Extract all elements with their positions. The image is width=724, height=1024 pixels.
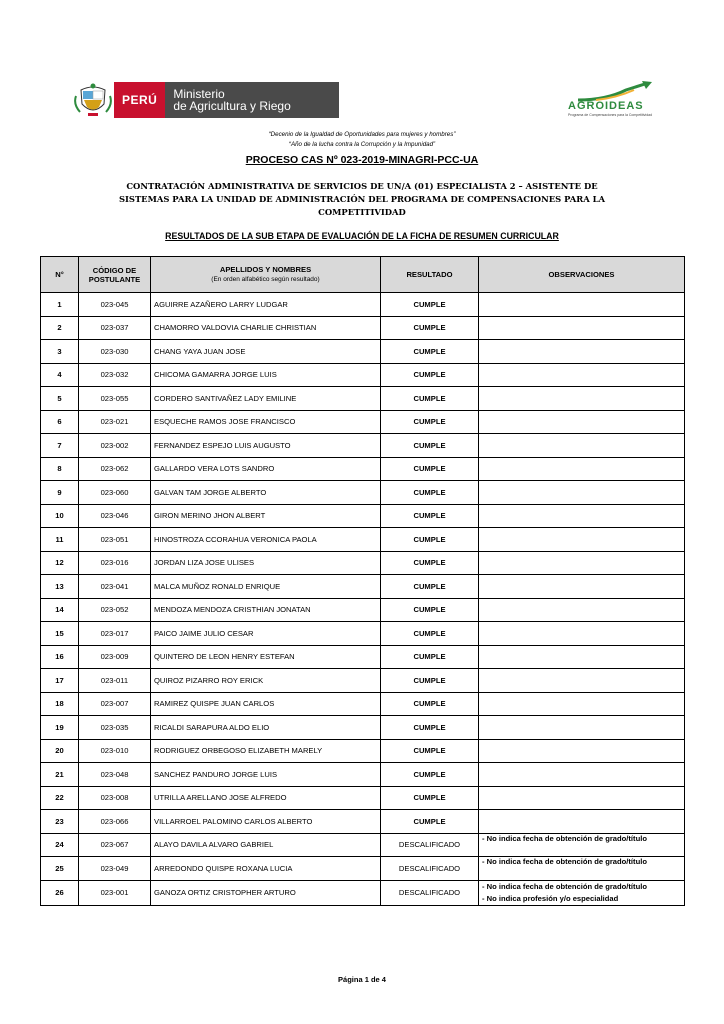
table-row [41,340,685,364]
applicant-name: MENDOZA MENDOZA CRISTHIAN JONATAN [151,598,381,622]
applicant-code: 023-002 [79,434,151,458]
year-quote: “Año de la lucha contra la Corrupción y la Impunidad” [288,141,436,148]
row-number: 26 [41,880,79,905]
applicant-code: 023-030 [79,340,151,364]
applicant-code: 023-035 [79,716,151,740]
agroideas-logo [566,80,658,120]
observation-line: - No indica fecha de obtención de grado/título [482,857,647,866]
table-row [41,551,685,575]
table-header-row [41,257,685,293]
header-name-line2: (En orden alfabético según resultado) [211,276,320,283]
header-code-line1: CÓDIGO DE [92,265,137,275]
row-number: 5 [41,387,79,411]
observations-cell [479,551,685,575]
applicant-name: ARREDONDO QUISPE ROXANA LUCIA [151,857,381,881]
table-row [41,598,685,622]
result-cell: CUMPLE [381,340,479,364]
result-cell: CUMPLE [381,645,479,669]
result-cell: CUMPLE [381,551,479,575]
observation-line: - No indica profesión y/o especialidad [482,893,619,903]
applicant-code: 023-010 [79,739,151,763]
row-number: 20 [41,739,79,763]
table-row [41,481,685,505]
row-number: 3 [41,340,79,364]
observations-cell [479,387,685,411]
contract-description: CONTRATACIÓN ADMINISTRATIVA DE SERVICIOS DE UN/A (01) ESPECIALISTA 2 – ASISTENTE DE SISTEMAS PARA LA UNIDAD DE ADMINISTRACIÓN DEL PROGRAMA DE COMPENSACIONES PARA LA COMPETITIVIDAD [118,181,606,217]
applicant-name: PAICO JAIME JULIO CESAR [151,622,381,646]
header-num: N° [41,257,79,293]
applicant-name: AGUIRRE AZAÑERO LARRY LUDGAR [151,293,381,317]
row-number: 17 [41,669,79,693]
applicant-code: 023-052 [79,598,151,622]
table-row [41,410,685,434]
observations-cell [479,622,685,646]
result-cell: CUMPLE [381,481,479,505]
applicant-name: FERNANDEZ ESPEJO LUIS AUGUSTO [151,434,381,458]
applicant-name: ESQUECHE RAMOS JOSE FRANCISCO [151,410,381,434]
result-cell: CUMPLE [381,363,479,387]
ministry-name [165,82,339,118]
observation-line: - No indica fecha de obtención de grado/título [482,881,647,891]
observations-cell [479,575,685,599]
table-row [41,504,685,528]
applicant-name: GALVAN TAM JORGE ALBERTO [151,481,381,505]
result-cell: CUMPLE [381,457,479,481]
table-row [41,293,685,317]
applicant-name: CHICOMA GAMARRA JORGE LUIS [151,363,381,387]
row-number: 6 [41,410,79,434]
applicant-name: MALCA MUÑOZ RONALD ENRIQUE [151,575,381,599]
table-row [41,363,685,387]
row-number: 21 [41,763,79,787]
observations-cell [479,669,685,693]
applicant-name: ALAYO DAVILA ALVARO GABRIEL [151,833,381,857]
applicant-code: 023-016 [79,551,151,575]
observations-cell [479,716,685,740]
row-number: 9 [41,481,79,505]
ministry-line1: Ministerio [173,87,225,101]
row-number: 8 [41,457,79,481]
observations-cell [479,457,685,481]
applicant-name: CHANG YAYA JUAN JOSE [151,340,381,364]
agroideas-tagline: Programa de Compensaciones para la Competitividad [568,113,653,117]
applicant-code: 023-046 [79,504,151,528]
applicant-code: 023-066 [79,810,151,834]
applicant-name: QUIROZ PIZARRO ROY ERICK [151,669,381,693]
agroideas-name: AGROIDEAS [568,100,644,112]
result-cell: CUMPLE [381,669,479,693]
row-number: 23 [41,810,79,834]
result-cell: CUMPLE [381,786,479,810]
applicant-code: 023-062 [79,457,151,481]
table-row [41,880,685,905]
applicant-code: 023-049 [79,857,151,881]
header-result: RESULTADO [381,257,479,293]
observations-cell [479,363,685,387]
decade-quote: “Decenio de la Igualdad de Oportunidades para mujeres y hombres” [268,131,456,138]
result-cell: CUMPLE [381,598,479,622]
table-row [41,692,685,716]
table-row [41,739,685,763]
header-name [151,257,381,293]
results-table [40,256,685,906]
result-cell: CUMPLE [381,692,479,716]
table-row [41,622,685,646]
result-cell: DESCALIFICADO [381,857,479,881]
applicant-code: 023-037 [79,316,151,340]
observations-cell [479,504,685,528]
result-cell: CUMPLE [381,293,479,317]
applicant-name: GIRON MERINO JHON ALBERT [151,504,381,528]
observations-cell [479,528,685,552]
ministry-line2: de Agricultura y Riego [173,99,291,113]
result-cell: CUMPLE [381,410,479,434]
applicant-code: 023-067 [79,833,151,857]
result-cell: CUMPLE [381,622,479,646]
result-cell: CUMPLE [381,810,479,834]
header-code [79,257,151,293]
table-row [41,316,685,340]
result-cell: CUMPLE [381,716,479,740]
applicant-code: 023-060 [79,481,151,505]
row-number: 25 [41,857,79,881]
table-body [41,293,685,906]
peru-label: PERÚ [114,82,165,118]
applicant-name: UTRILLA ARELLANO JOSE ALFREDO [151,786,381,810]
applicant-code: 023-017 [79,622,151,646]
applicant-name: JORDAN LIZA JOSE ULISES [151,551,381,575]
observations-cell [479,434,685,458]
ministry-logo [72,82,339,118]
coat-of-arms-icon [72,82,114,118]
observations-cell [479,786,685,810]
observations-cell [479,833,685,857]
header-code-line2: POSTULANTE [88,274,141,284]
observations-cell [479,739,685,763]
results-title: RESULTADOS DE LA SUB ETAPA DE EVALUACIÓN DE LA FICHA DE RESUMEN CURRICULAR [165,231,559,241]
result-cell: CUMPLE [381,434,479,458]
table-row [41,528,685,552]
row-number: 18 [41,692,79,716]
row-number: 24 [41,833,79,857]
table-row [41,434,685,458]
observations-cell [479,880,685,905]
applicant-name: RODRIGUEZ ORBEGOSO ELIZABETH MARELY [151,739,381,763]
result-cell: CUMPLE [381,763,479,787]
observations-cell [479,857,685,881]
row-number: 19 [41,716,79,740]
applicant-code: 023-007 [79,692,151,716]
applicant-name: CORDERO SANTIVAÑEZ LADY EMILINE [151,387,381,411]
applicant-name: VILLARROEL PALOMINO CARLOS ALBERTO [151,810,381,834]
observations-cell [479,293,685,317]
table-row [41,857,685,881]
applicant-code: 023-041 [79,575,151,599]
applicant-name: CHAMORRO VALDOVIA CHARLIE CHRISTIAN [151,316,381,340]
result-cell: CUMPLE [381,528,479,552]
applicant-code: 023-045 [79,293,151,317]
row-number: 15 [41,622,79,646]
row-number: 10 [41,504,79,528]
applicant-code: 023-011 [79,669,151,693]
growth-arrow-icon [576,80,656,102]
header-name-line1: APELLIDOS Y NOMBRES [219,265,312,274]
applicant-code: 023-048 [79,763,151,787]
observation-line: - No indica fecha de obtención de grado/título [482,833,647,843]
applicant-code: 023-032 [79,363,151,387]
applicant-code: 023-055 [79,387,151,411]
row-number: 2 [41,316,79,340]
applicant-name: SANCHEZ PANDURO JORGE LUIS [151,763,381,787]
table-row [41,457,685,481]
observations-cell [479,410,685,434]
table-row [41,669,685,693]
table-row [41,833,685,857]
applicant-name: GALLARDO VERA LOTS SANDRO [151,457,381,481]
table-row [41,387,685,411]
row-number: 4 [41,363,79,387]
result-cell: DESCALIFICADO [381,833,479,857]
table-row [41,645,685,669]
applicant-code: 023-001 [79,880,151,905]
row-number: 7 [41,434,79,458]
row-number: 14 [41,598,79,622]
observations-cell [479,598,685,622]
result-cell: CUMPLE [381,575,479,599]
row-number: 11 [41,528,79,552]
applicant-code: 023-009 [79,645,151,669]
applicant-name: HINOSTROZA CCORAHUA VERONICA PAOLA [151,528,381,552]
applicant-name: RICALDI SARAPURA ALDO ELIO [151,716,381,740]
page-footer: Página 1 de 4 [338,975,386,984]
table-row [41,763,685,787]
applicant-name: GANOZA ORTIZ CRISTOPHER ARTURO [151,880,381,905]
applicant-code: 023-021 [79,410,151,434]
row-number: 1 [41,293,79,317]
result-cell: CUMPLE [381,387,479,411]
table-row [41,810,685,834]
applicant-code: 023-008 [79,786,151,810]
header-observations: OBSERVACIONES [479,257,685,293]
observations-cell [479,481,685,505]
applicant-code: 023-051 [79,528,151,552]
observations-cell [479,340,685,364]
result-cell: CUMPLE [381,316,479,340]
result-cell: CUMPLE [381,504,479,528]
row-number: 16 [41,645,79,669]
result-cell: DESCALIFICADO [381,880,479,905]
table-row [41,786,685,810]
table-row [41,716,685,740]
process-title: PROCESO CAS Nº 023-2019-MINAGRI-PCC-UA [245,154,479,166]
row-number: 13 [41,575,79,599]
observations-cell [479,763,685,787]
observations-cell [479,810,685,834]
table-row [41,575,685,599]
row-number: 22 [41,786,79,810]
applicant-name: RAMIREZ QUISPE JUAN CARLOS [151,692,381,716]
observations-cell [479,645,685,669]
observations-cell [479,316,685,340]
applicant-name: QUINTERO DE LEON HENRY ESTEFAN [151,645,381,669]
observations-cell [479,692,685,716]
result-cell: CUMPLE [381,739,479,763]
row-number: 12 [41,551,79,575]
